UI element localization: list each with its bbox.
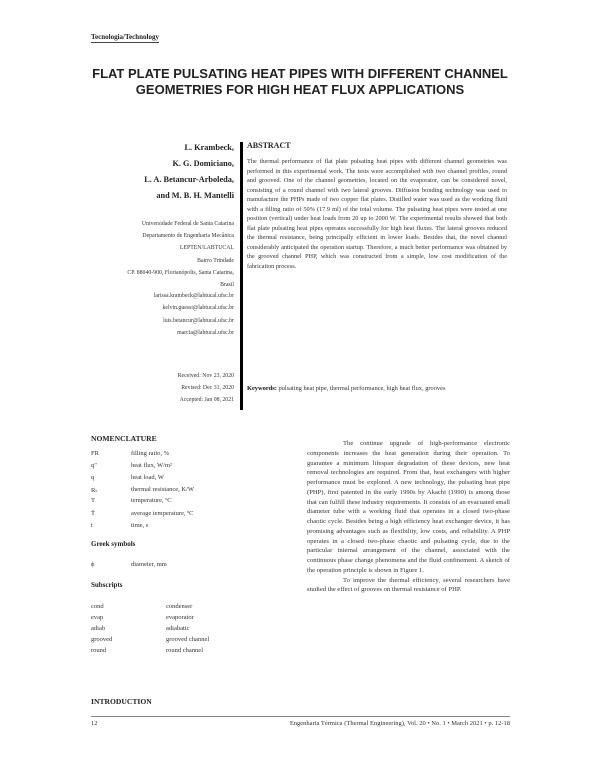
date-accepted: Accepted: Jan 08, 2021 xyxy=(179,397,234,404)
subscripts-heading: Subscripts xyxy=(91,581,123,589)
nomenclature-symbol: Rₜ xyxy=(91,487,97,494)
nomenclature-symbol: T xyxy=(91,497,95,504)
subscript-desc: condenser xyxy=(166,603,193,610)
subscript-symbol: adiab xyxy=(91,625,106,632)
greek-symbol: ϕ xyxy=(91,561,95,568)
date-revised: Revised: Dec 31, 2020 xyxy=(181,385,234,392)
affiliation-line: Departamento de Engenharia Mecânica xyxy=(142,233,234,240)
nomenclature-symbol: q" xyxy=(91,462,97,469)
nomenclature-desc: thermal resistance, K/W xyxy=(131,486,194,493)
subscript-desc: round channel xyxy=(166,647,204,654)
nomenclature-desc: time, s xyxy=(131,522,149,529)
article-dates xyxy=(34,370,234,407)
author-list xyxy=(64,140,234,204)
nomenclature-symbol: T̄ xyxy=(91,510,95,517)
subscript-desc: adiabatic xyxy=(166,625,190,632)
section-tag: Tecnologia/Technology xyxy=(91,33,159,41)
body-paragraph: To improve the thermal efficiency, several researchers have studied the effect of grooves on thermal resistance of PHP. xyxy=(307,576,510,594)
affiliation-line: Universidade Federal de Santa Catarina xyxy=(141,221,234,227)
affiliation-line: LEPTEN/LABTUCAL xyxy=(179,245,234,252)
author-name: L. A. Betancur-Arboleda, xyxy=(144,175,234,184)
page-number: 12 xyxy=(91,720,98,727)
affiliation-line: CP. 88040-900, Florianópolis, Santa Catarina, xyxy=(127,269,234,276)
nomenclature-symbol: t xyxy=(91,522,93,529)
keywords-label: Keywords: xyxy=(247,385,277,392)
keywords-text: pulsating heat pipe, thermal performance, high heat flux, grooves xyxy=(278,385,446,392)
email: kelvin.guessi@labtucal.ufsc.br xyxy=(162,305,234,312)
email: marcia@labtucal.ufsc.br xyxy=(177,329,234,336)
author-name: K. G. Domiciano, xyxy=(172,159,234,168)
author-name: L. Krambeck, xyxy=(184,143,234,152)
body-paragraph: The continue upgrade of high-performance electronic components increases the heat generation during their operation. To guarantee a minimum lifespan degradation of these devices, new heat removal technologies are required. From that, heat exchangers with higher performance must be explored. A new technology, the pulsating heat pipe (PHP), first patented in the early 1990s by Akachi (1990) is among those that can fulfill these industry requirements. It consists of an evacuated small diameter tube with a working fluid that operates in a closed two-phase chaotic cycle. Besides being a high efficiency heat exchanger device, it has promising advantages such as flexibility, low costs, and reliability. A PHP operates in a closed two-phase chaotic and pulsating cycle, due to the particular internal arrangement of the channel, associated with the continuous phase change phenomena and the fluid confinement. A sketch of the operation principle is shown in Figure 1. xyxy=(307,440,510,574)
nomenclature-symbol: q xyxy=(91,474,95,481)
abstract-divider xyxy=(240,142,243,410)
date-received: Received: Nov 23, 2020 xyxy=(177,373,234,379)
affiliation xyxy=(34,218,234,291)
abstract-heading: ABSTRACT xyxy=(247,141,291,150)
subscript-symbol: round xyxy=(91,647,107,654)
keywords xyxy=(247,384,507,393)
nomenclature-desc: average temperature, ºC xyxy=(131,510,194,517)
subscript-symbol: cond xyxy=(91,603,104,610)
journal-footer: Engenharia Térmica (Thermal Engineering), Vol. 20 • No. 1 • March 2021 • p. 12-18 xyxy=(289,720,510,727)
body-text xyxy=(307,439,510,595)
greek-desc: diameter, mm xyxy=(131,561,167,568)
abstract-text: The thermal performance of flat plate pulsating heat pipes with different channel geometries was performed in this experimental work. The tests were accomplished with two channel profiles, round and grooved. One of the channel geometries, located on the evaporator, can be considered novel, consisting of a round channel with two lateral grooves. Diffusion bonding technology was used to manufacture the PHPs made of two copper flat plates. Distilled water was used as the working fluid with a filling ratio of 50% (17.9 ml) of the total volume. The pulsating heat pipes were tested at one position (vertical) under heat loads from 20 up to 2000 W. The experimental results showed that both flat plate pulsating heat pipes operates successfully for high heat fluxes. The lateral grooves reduced the thermal resistance, being principally efficient in lower loads. Besides that, the novel channel considerably anticipated the operation startup. Therefore, a much better performance was obtained by the grooved channel PHP, which was constructed from a simple, low cost modification of the fabrication process. xyxy=(247,158,507,270)
footer-divider xyxy=(91,716,510,717)
subscript-desc: grooved channel xyxy=(166,636,210,643)
greek-symbols-heading: Greek symbols xyxy=(91,540,136,548)
email: luis.betancur@labtucal.ufsc.br xyxy=(163,317,234,324)
nomenclature-desc: filling ratio, % xyxy=(131,450,170,457)
subscript-symbol: grooved xyxy=(91,636,113,643)
nomenclature-desc: heat flux, W/m² xyxy=(131,462,172,469)
nomenclature-heading: NOMENCLATURE xyxy=(91,434,157,443)
email-list xyxy=(34,290,234,339)
affiliation-line: Brasil xyxy=(220,282,234,289)
subscript-desc: evaporator xyxy=(166,614,194,621)
nomenclature-desc: heat load, W xyxy=(131,474,164,481)
email: larissa.krambeck@labtucal.ufsc.br xyxy=(153,293,234,299)
affiliation-line: Bairro Trindade xyxy=(197,257,234,264)
paper-title: FLAT PLATE PULSATING HEAT PIPES WITH DIFFERENT CHANNEL GEOMETRIES FOR HIGH HEAT FLUX APPLICATIONS xyxy=(92,66,508,97)
subscript-symbol: evap xyxy=(91,614,104,621)
nomenclature-symbol: FR xyxy=(91,450,99,457)
introduction-heading: INTRODUCTION xyxy=(91,697,152,706)
author-name: and M. B. H. Mantelli xyxy=(156,191,234,200)
nomenclature-desc: temperature, ºC xyxy=(131,497,172,504)
